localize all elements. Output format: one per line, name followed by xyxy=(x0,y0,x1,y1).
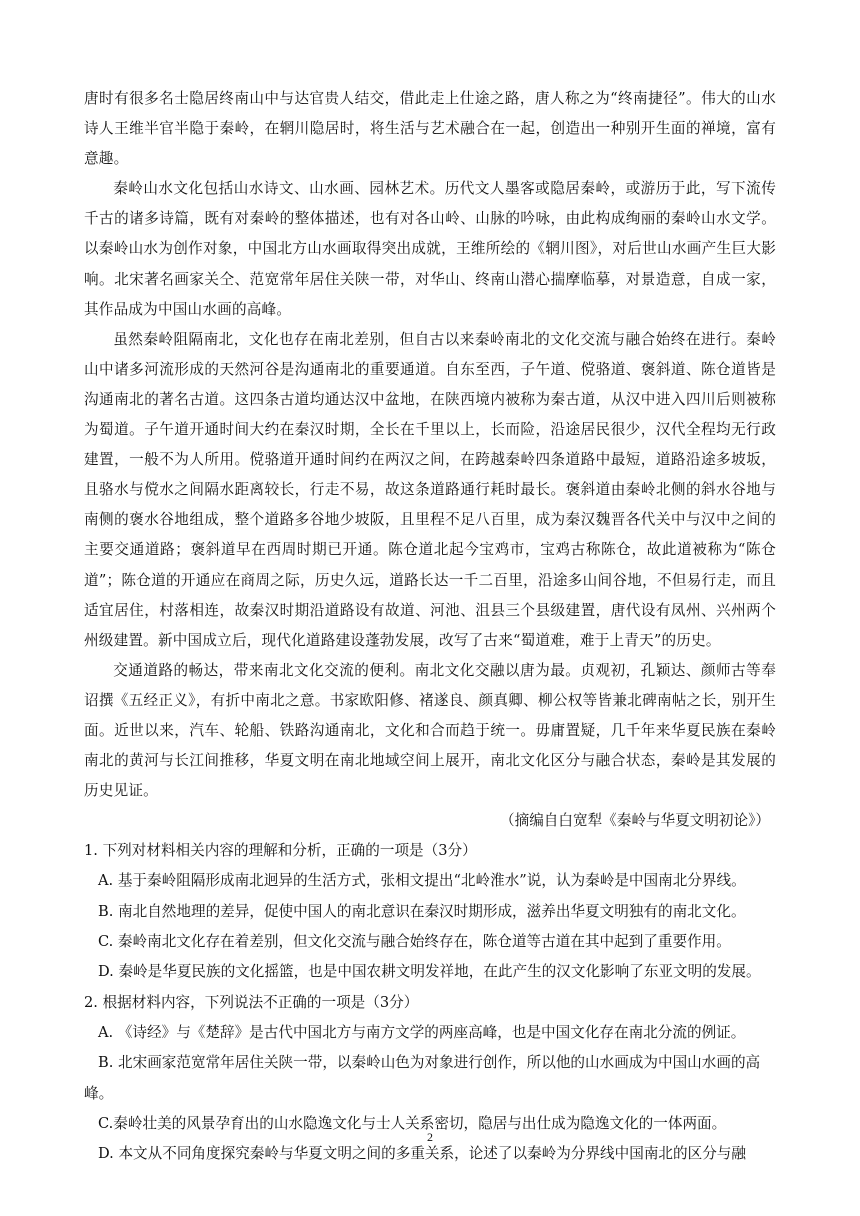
question-2-option-a: A. 《诗经》与《楚辞》是古代中国北方与南方文学的两座高峰，也是中国文化存在南北分流的例证。 xyxy=(98,1023,746,1041)
paragraph-2: 秦岭山水文化包括山水诗文、山水画、园林艺术。历代文人墨客或隐居秦岭，或游历于此，写下流传千古的诸多诗篇，既有对秦岭的整体描述，也有对各山岭、山脉的吟咏，由此构成绚丽的秦岭山水文学。以秦岭山水为创作对象，中国北方山水画取得突出成就，王维所绘的《辋川图》，对后世山水画产生巨大影响。北宋著名画家关仝、范宽常年居住关陕一带，对华山、终南山潜心揣摩临摹，对景造意，自成一家，其作品成为中国山水画的高峰。 xyxy=(84,180,776,318)
question-1-option-c: C. 秦岭南北文化存在着差别，但文化交流与融合始终存在，陈仓道等古道在其中起到了重要作用。 xyxy=(98,933,731,951)
question-2-stem: 2. 根据材料内容，下列说法不正确的一项是（3分） xyxy=(84,993,419,1011)
question-1-option-b: B. 南北自然地理的差异，促使中国人的南北意识在秦汉时期形成，滋养出华夏文明独有的南北文化。 xyxy=(98,902,746,920)
question-1-stem: 1. 下列对材料相关内容的理解和分析，正确的一项是（3分） xyxy=(84,842,477,860)
question-2-option-b: B. 北宋画家范宽常年居住关陕一带，以秦岭山色为对象进行创作，所以他的山水画成为中国山水画的高峰。 xyxy=(84,1054,761,1102)
paragraph-4: 交通道路的畅达，带来南北文化交流的便利。南北文化交融以唐为最。贞观初，孔颖达、颜师古等奉诏撰《五经正义》，有折中南北之意。书家欧阳修、褚遂良、颜真卿、柳公权等皆兼北碑南帖之长，别开生面。近世以来，汽车、轮船、铁路沟通南北，文化和合而趋于统一。毋庸置疑，几千年来华夏民族在秦岭南北的黄河与长江间推移，华夏文明在南北地域空间上展开，南北文化区分与融合状态，秦岭是其发展的历史见证。 xyxy=(84,661,776,800)
source-citation: （摘编自白宽犁《秦岭与华夏文明初论》） xyxy=(500,812,770,830)
question-1-option-d: D. 秦岭是华夏民族的文化摇篮，也是中国农耕文明发祥地，在此产生的汉文化影响了东亚文明的发展。 xyxy=(98,963,761,981)
document-page xyxy=(84,84,776,1170)
question-1-option-a: A. 基于秦岭阻隔形成南北迥异的生活方式，张相文提出“北岭淮水”说，认为秦岭是中国南北分界线。 xyxy=(98,872,746,890)
page-number: 2 xyxy=(427,1130,433,1144)
paragraph-1: 唐时有很多名士隐居终南山中与达官贵人结交，借此走上仕途之路，唐人称之为“终南捷径”。伟大的山水诗人王维半官半隐于秦岭，在辋川隐居时，将生活与艺术融合在一起，创造出一种别开生面的禅境，富有意趣。 xyxy=(84,90,776,168)
question-1 xyxy=(84,836,776,988)
paragraph-3: 虽然秦岭阻隔南北，文化也存在南北差别，但自古以来秦岭南北的文化交流与融合始终在进行。秦岭山中诸多河流形成的天然河谷是沟通南北的重要通道。自东至西，子午道、傥骆道、褒斜道、陈仓道皆是沟通南北的著名古道。这四条古道均通达汉中盆地，在陕西境内被称为秦古道，从汉中进入四川后则被称为蜀道。子午道开通时间大约在秦汉时期，全长在千里以上，长而险，沿途居民很少，汉代全程均无行政建置，一般不为人所用。傥骆道开通时间约在两汉之间，在跨越秦岭四条道路中最短，道路沿途多坡坂，且骆水与傥水之间隔水距离较长，行走不易，故这条道路通行耗时最长。褒斜道由秦岭北侧的斜水谷地与南侧的褒水谷地组成，整个道路多谷地少坡阪，且里程不足八百里，成为秦汉魏晋各代关中与汉中之间的主要交通道路；褒斜道早在西周时期已开通。陈仓道北起今宝鸡市，宝鸡古称陈仓，故此道被称为“陈仓道”；陈仓道的开通应在商周之际，历史久远，道路长达一千二百里，沿途多山间谷地，不但易行走，而且适宜居住，村落相连，故秦汉时期沿道路设有故道、河池、沮县三个县级建置，唐代设有凤州、兴州两个州级建置。新中国成立后，现代化道路建设蓬勃发展，改写了古来“蜀道难，难于上青天”的历史。 xyxy=(84,330,776,649)
question-2-option-c: C.秦岭壮美的风景孕育出的山水隐逸文化与士人关系密切，隐居与出仕成为隐逸文化的一体两面。 xyxy=(98,1115,727,1132)
question-2-option-d: D. 本文从不同角度探究秦岭与华夏文明之间的多重关系，论述了以秦岭为分界线中国南北的区分与融 xyxy=(98,1145,746,1163)
